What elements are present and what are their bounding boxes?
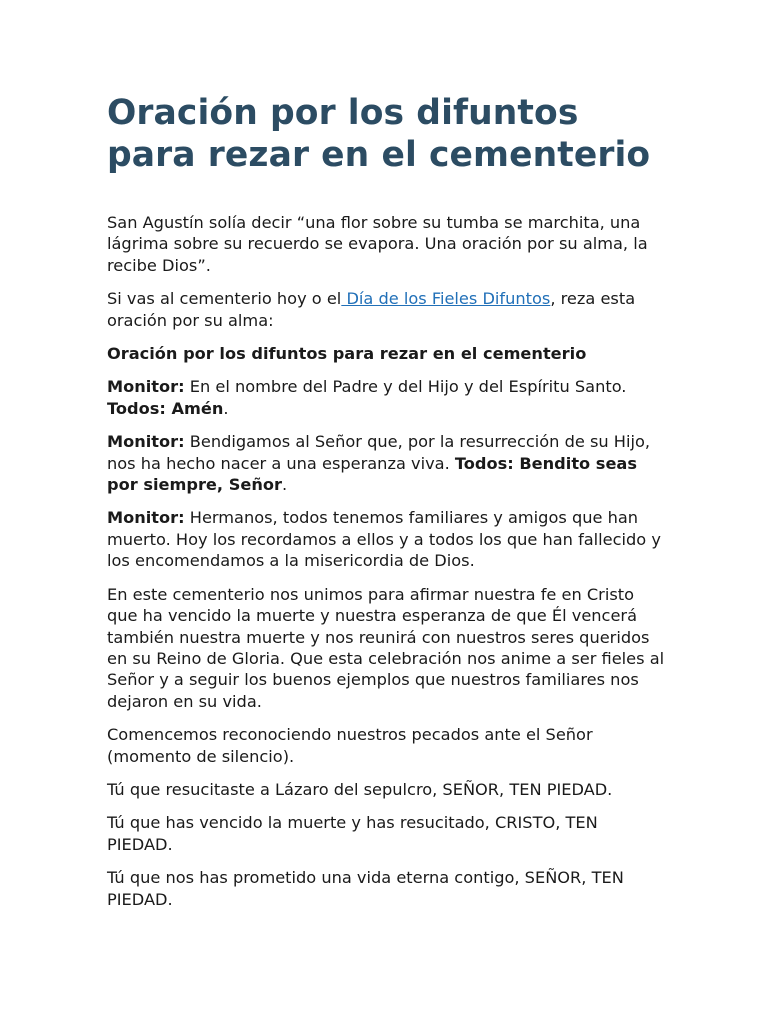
monitor-label: Monitor: [107, 377, 185, 397]
monitor-label: Monitor: [107, 432, 185, 452]
penitential-intro-paragraph: Comencemos reconociendo nuestros pecados ante el Señor (momento de silencio). [107, 725, 593, 766]
punctuation: . [281, 475, 288, 495]
invocation-3: Tú que nos has prometido una vida eterna contigo, SEÑOR, TEN PIEDAD. [107, 868, 624, 909]
cemetery-faith-paragraph: En este cementerio nos unimos para afirmar nuestra fe en Cristo que ha vencido la muerte y nuestra esperanza de que Él vencerá también nuestra muerte y nos reunirá con nuestros seres queridos en su Reino de Gloria. Que esta celebración nos anime a ser fieles al Señor y a seguir los buenos ejemplos que nuestros familiares nos dejaron en su vida. [107, 584, 665, 711]
cemetery-paragraph [107, 288, 667, 331]
title-line-2: para rezar en el cementerio [107, 135, 651, 175]
monitor-text: En el nombre del Padre y del Hijo y del Espíritu Santo. [184, 377, 627, 397]
todos-response: Todos: Amén [107, 398, 224, 418]
title-line-1: Oración por los difuntos [107, 93, 579, 133]
prayer-subheading: Oración por los difuntos para rezar en el cementerio [107, 344, 587, 364]
page-title [107, 92, 667, 176]
monitor-text: Hermanos, todos tenemos familiares y amigos que han muerto. Hoy los recordamos a ellos y a todos los que han fallecido y los encomendamos a la misericordia de Dios. [107, 508, 661, 571]
todos-response: Todos: Bendito seas por siempre, Señor [107, 453, 637, 495]
monitor-label: Monitor: [107, 508, 185, 528]
monitor-text: Bendigamos al Señor que, por la resurrección de su Hijo, nos ha hecho nacer a una esperanza viva. [107, 432, 651, 473]
fieles-difuntos-link[interactable]: Día de los Fieles Difuntos [341, 289, 551, 309]
monitor-paragraph-3 [107, 507, 667, 571]
punctuation: . [223, 398, 229, 418]
cemetery-text-after: , reza esta oración por su alma: [107, 289, 636, 330]
monitor-paragraph-1 [107, 376, 667, 419]
monitor-paragraph-2 [107, 431, 667, 495]
cemetery-text-before: Si vas al cementerio hoy o el [107, 289, 342, 309]
invocation-1: Tú que resucitaste a Lázaro del sepulcro, SEÑOR, TEN PIEDAD. [107, 779, 613, 799]
intro-paragraph: San Agustín solía decir “una flor sobre su tumba se marchita, una lágrima sobre su recuerdo se evapora. Una oración por su alma, la recibe Dios”. [107, 213, 648, 275]
article-body [107, 212, 667, 922]
invocation-2: Tú que has vencido la muerte y has resucitado, CRISTO, TEN PIEDAD. [107, 813, 598, 854]
